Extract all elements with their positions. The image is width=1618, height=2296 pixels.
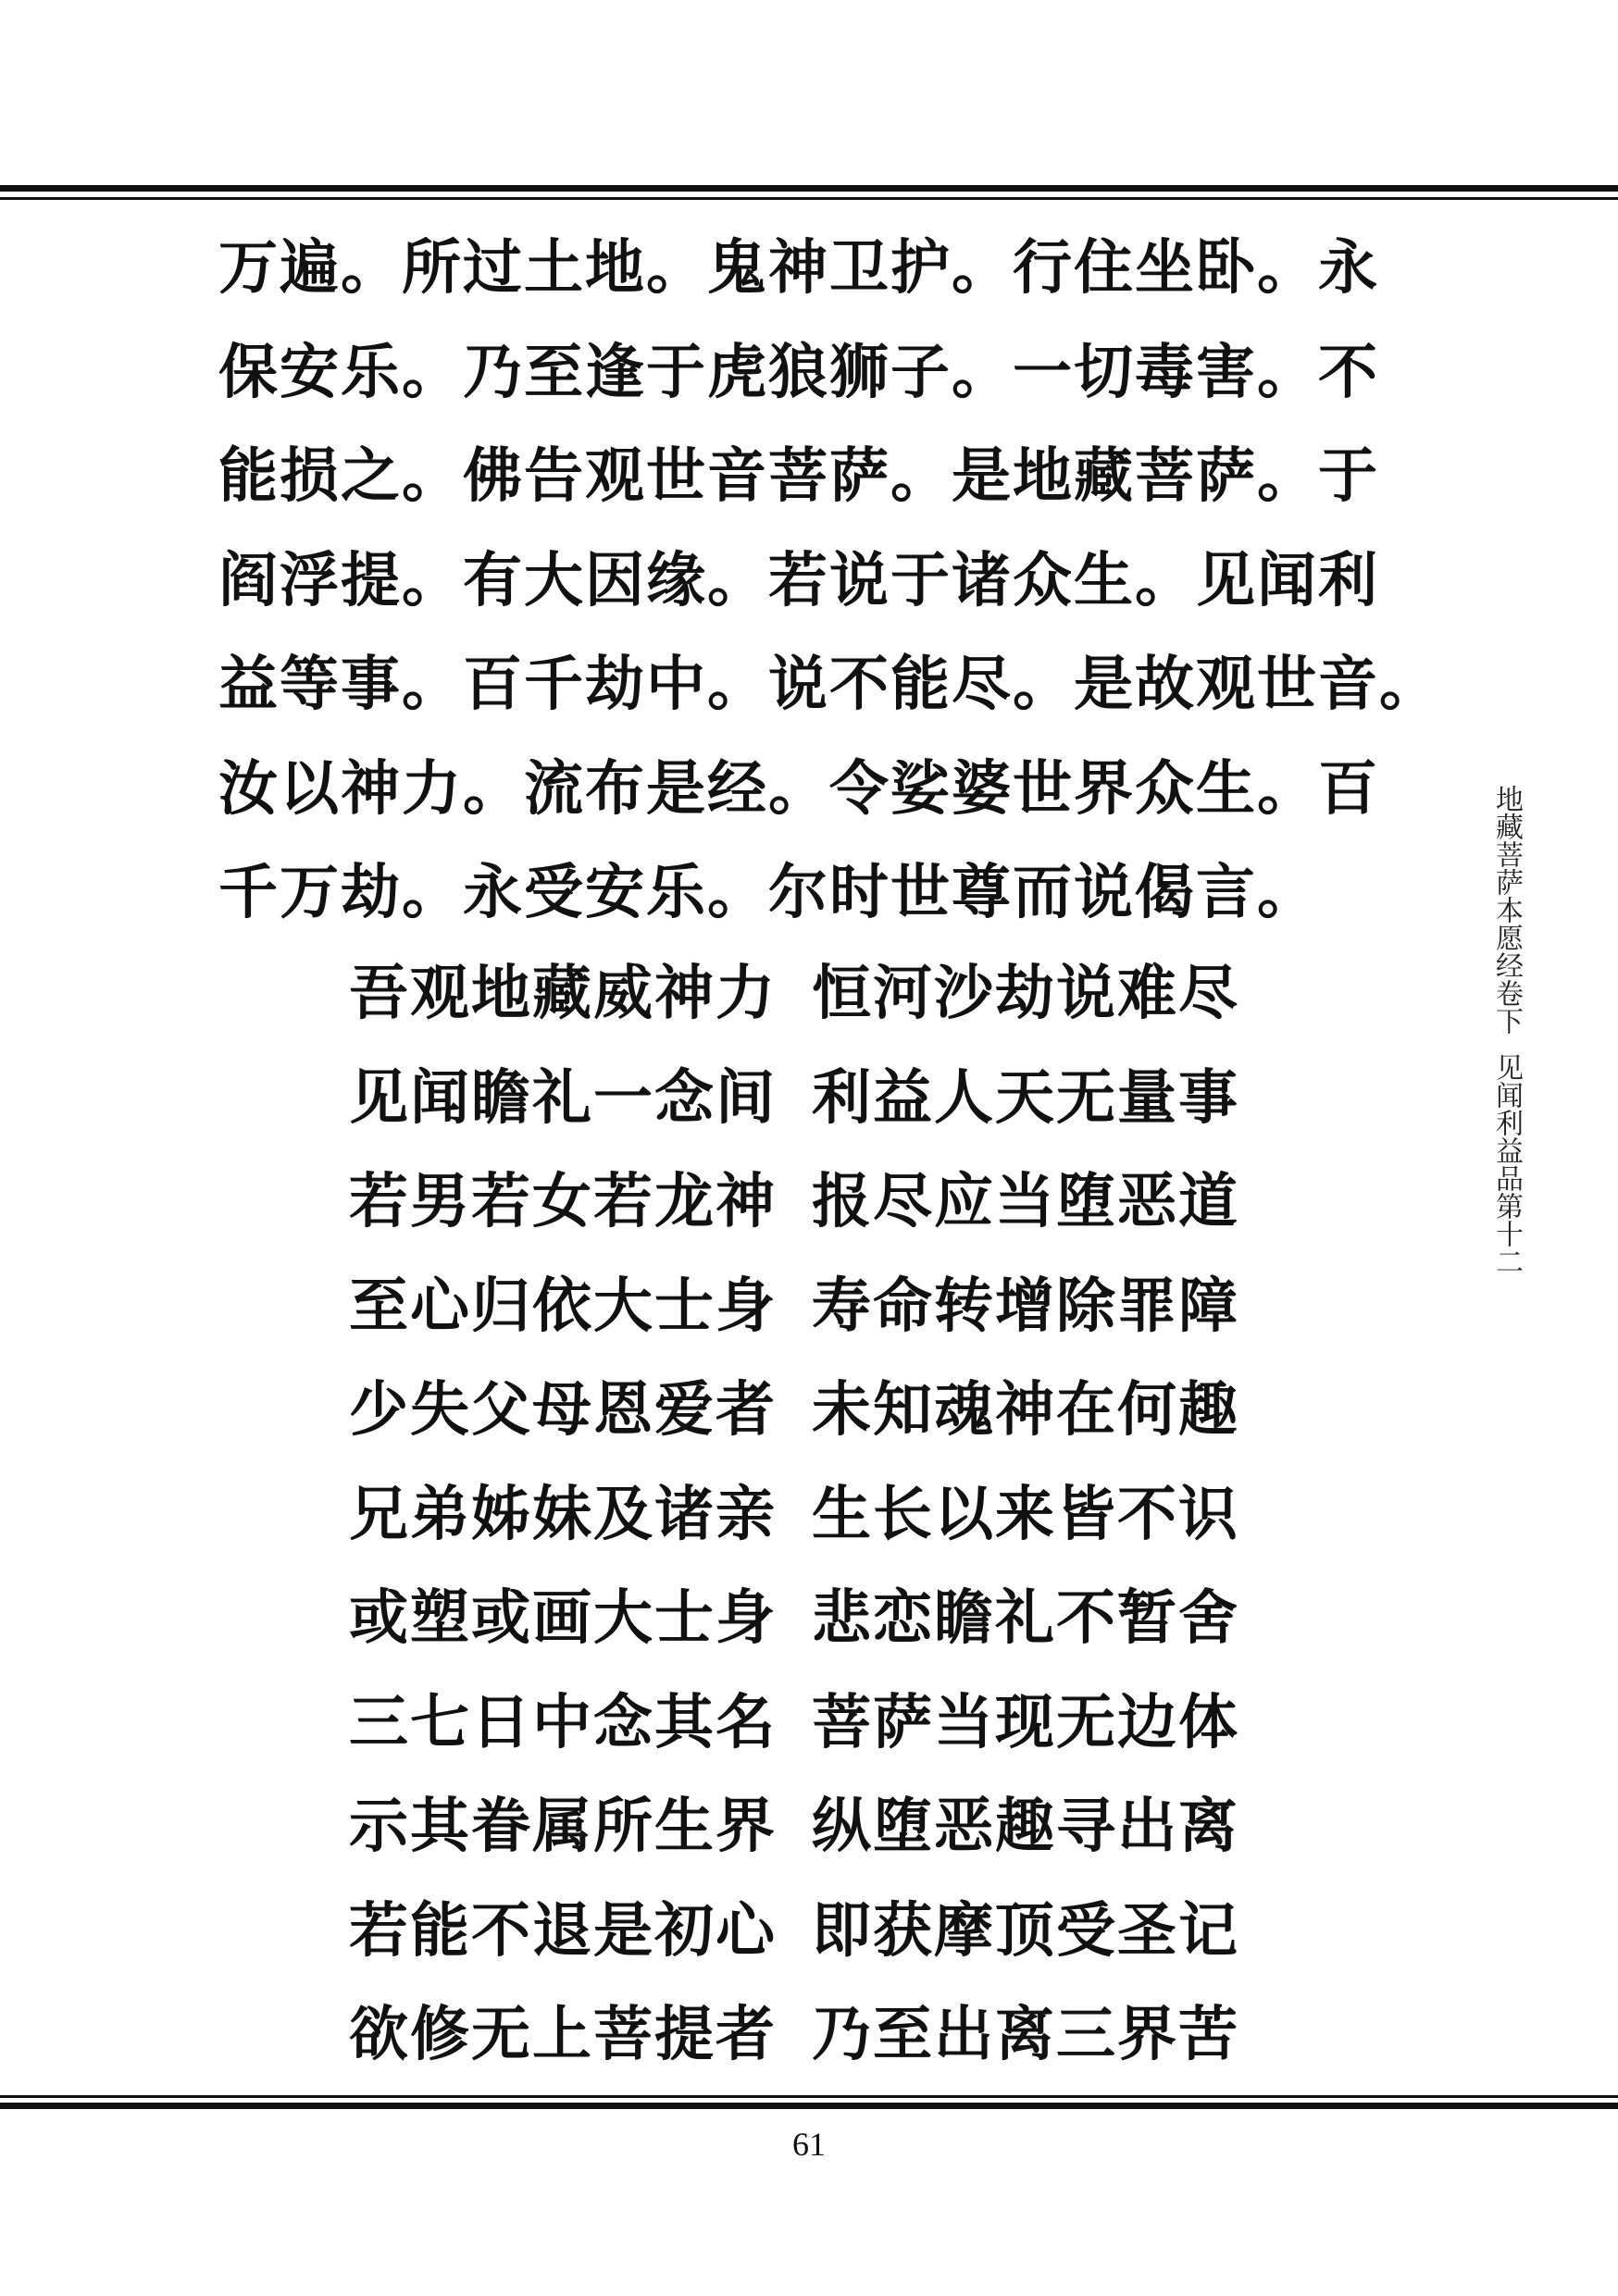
prose-line: 保安乐。乃至逢于虎狼狮子。一切毒害。不: [218, 337, 1379, 407]
verse-right-half: 乃至出离三界苦: [812, 2000, 1239, 2069]
running-head: [1485, 785, 1522, 1433]
top-double-rule: [0, 185, 1618, 204]
verse-right-half: 恒河沙劫说难尽: [812, 959, 1239, 1028]
verse-left-half: 至心归依大士身: [349, 1271, 777, 1341]
verse-line: [349, 1047, 1275, 1151]
verse-left-half: 示其眷属所生界: [349, 1792, 777, 1861]
prose-line: 万遍。所过土地。鬼神卫护。行住坐卧。永: [218, 233, 1379, 303]
verse-right-half: 生长以来皆不识: [812, 1479, 1239, 1549]
prose-line: 汝以神力。流布是经。令娑婆世界众生。百: [218, 753, 1379, 824]
prose-line: 阎浮提。有大因缘。若说于诸众生。见闻利: [218, 545, 1379, 615]
verse-line: [349, 1150, 1275, 1255]
prose-line: 益等事。百千劫中。说不能尽。是故观世音。: [218, 650, 1440, 719]
bottom-rule-thick-line: [0, 2103, 1618, 2109]
page-number: 61: [792, 2126, 826, 2163]
verse-line: [349, 1880, 1275, 1984]
verse-left-half: 或塑或画大士身: [349, 1583, 777, 1653]
verse-left-half: 若男若女若龙神: [349, 1167, 777, 1236]
verse-left-half: 吾观地藏威神力: [349, 959, 777, 1028]
verse-line: [349, 1567, 1275, 1671]
verse-right-half: 寿命转增除罪障: [812, 1271, 1239, 1341]
verse-line: [349, 1983, 1275, 2088]
verse-left-half: 少失父母恩爱者: [349, 1375, 777, 1445]
verse-right-half: 利益人天无量事: [812, 1062, 1239, 1133]
prose-line: 千万劫。永受安乐。尔时世尊而说偈言。: [218, 858, 1318, 927]
top-rule-thin-line: [0, 197, 1618, 200]
verse-right-half: 菩萨当现无边体: [812, 1687, 1239, 1757]
verse-line: [349, 1359, 1275, 1463]
verse-line: [349, 1255, 1275, 1359]
running-head-title: 地藏菩萨本愿经卷下: [1490, 785, 1523, 1035]
verse-line: [349, 1671, 1275, 1776]
verse-block: [349, 942, 1275, 2088]
bottom-rule-thin-line: [0, 2095, 1618, 2098]
verse-right-half: 报尽应当堕恶道: [812, 1167, 1239, 1236]
verse-left-half: 兄弟姊妹及诸亲: [349, 1479, 777, 1549]
prose-block: [218, 217, 1440, 946]
bottom-double-rule: [0, 2095, 1618, 2114]
verse-left-half: 三七日中念其名: [349, 1687, 777, 1757]
verse-left-half: 见闻瞻礼一念间: [349, 1062, 777, 1133]
verse-right-half: 悲恋瞻礼不暂舍: [812, 1583, 1239, 1653]
running-head-chapter: 见闻利益品第十二: [1490, 1053, 1523, 1275]
verse-left-half: 欲修无上菩提者: [349, 2000, 777, 2069]
verse-right-half: 即获摩顶受圣记: [812, 1895, 1239, 1966]
verse-left-half: 若能不退是初心: [349, 1895, 777, 1966]
top-rule-thick-line: [0, 185, 1618, 192]
verse-right-half: 纵堕恶趣寻出离: [812, 1792, 1239, 1861]
verse-line: [349, 1775, 1275, 1880]
prose-line: 能损之。佛告观世音菩萨。是地藏菩萨。于: [218, 441, 1379, 511]
verse-right-half: 未知魂神在何趣: [812, 1375, 1239, 1445]
verse-line: [349, 942, 1275, 1047]
verse-line: [349, 1463, 1275, 1568]
